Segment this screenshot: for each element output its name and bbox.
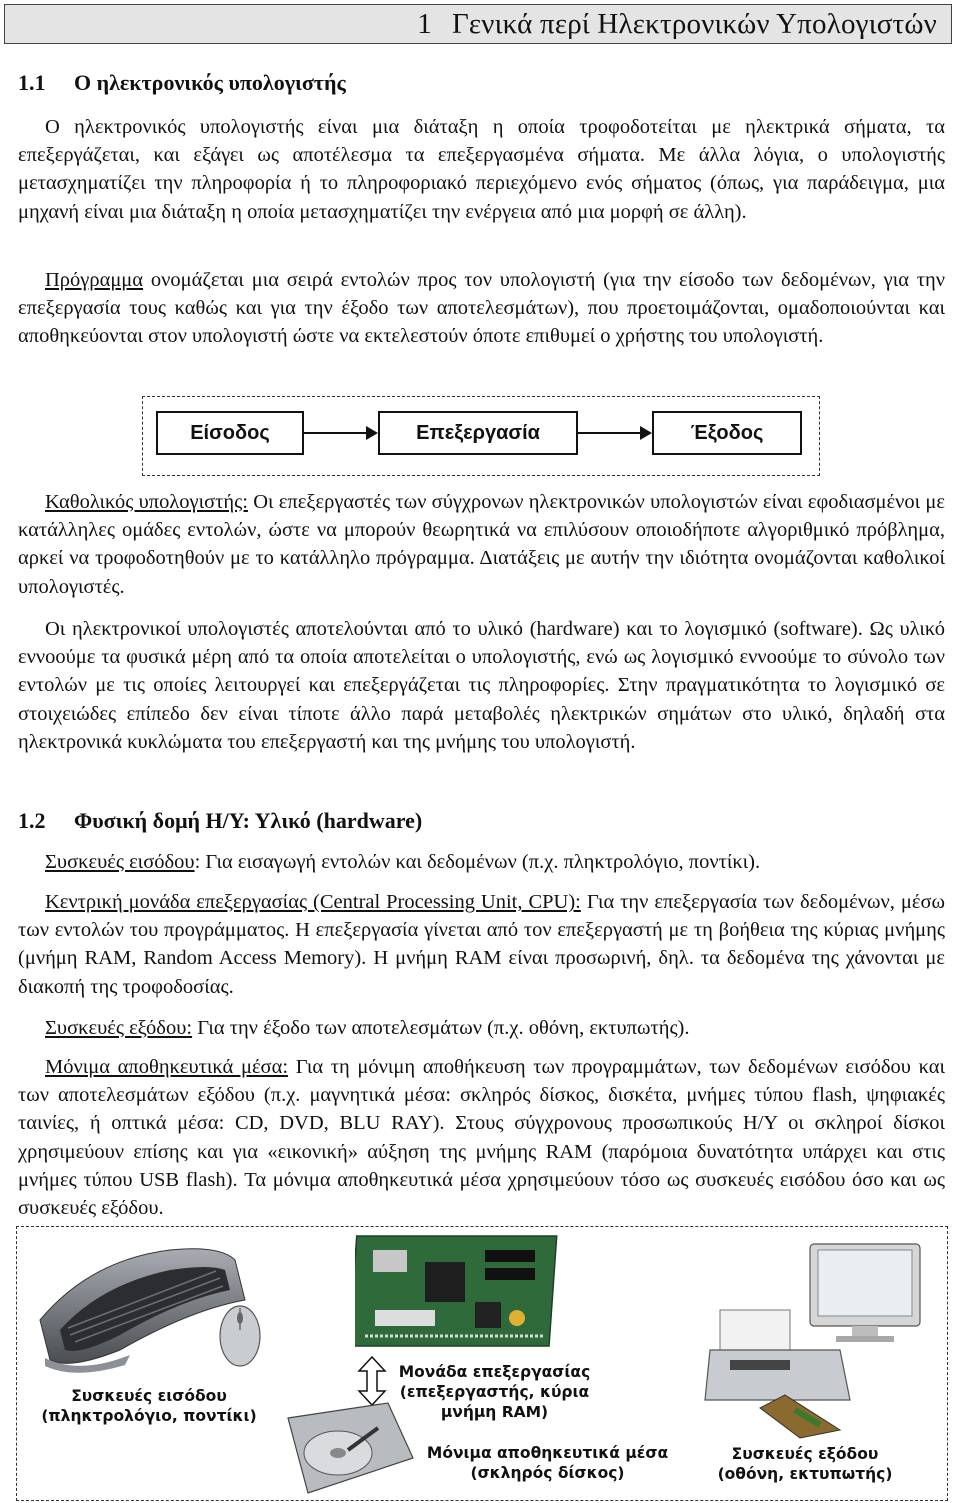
paragraph-hardware-software: Οι ηλεκτρονικοί υπολογιστές αποτελούνται από το υλικό (hardware) και το λογισμικό (software). Ως υλικό εννοούμε τα φυσικά μέρη από τα οποία αποτελείται ο υπολογιστής, ενώ ως λογισμικό εννοούμε το σύνολο των εντολών με τις οποίες λειτουργεί και επεξεργάζεται τις πληροφορίες. Στην πραγματικότητα το λογισμικό σε στοιχειώδες επίπεδο δεν είναι τίποτε άλλο παρά μεταβολές ηλεκτρικών σημάτων στο υλικό, δηλαδή στα ηλεκτρονικά κυκλώματα του επεξεργαστή και της μνήμης του υπολογιστή. [18, 618, 945, 753]
caption-output-devices [700, 1444, 910, 1484]
paragraph-program [18, 266, 945, 351]
paragraph-cpu-text: Για την επεξεργασία των δεδομένων, μέσω των εντολών του προγράμματος. Η επεξεργασία γίνεται από τον επεξεργαστή με τη βοήθεια της κύριας μνήμης (μνήμη RAM, Random Access Memory). Η μνήμη RAM είναι προσωρινή, δηλ. τα δεδομένα της χάνονται με διακοπή της τροφοδοσίας. [18, 891, 945, 998]
term-universal-computer: Καθολικός υπολογιστής: [45, 491, 248, 513]
flow-box-input: Είσοδος [156, 411, 304, 455]
caption-line: Μόνιμα αποθηκευτικά μέσα [426, 1444, 669, 1462]
chapter-header [4, 4, 952, 44]
section-heading-1-2 [18, 808, 422, 834]
flow-box-output: Έξοδος [652, 411, 802, 455]
flow-box-process: Επεξεργασία [378, 411, 578, 455]
paragraph-output-text: Για την έξοδο των αποτελεσμάτων (π.χ. οθόνη, εκτυπωτής). [192, 1017, 690, 1039]
caption-line: (σκληρός δίσκος) [470, 1464, 625, 1482]
motherboard-icon [355, 1232, 560, 1350]
paragraph-universal-computer [18, 488, 945, 601]
term-input-devices: Συσκευές εισόδου [45, 851, 195, 873]
term-program: Πρόγραμμα [45, 269, 144, 291]
paragraph-input-text: : Για εισαγωγή εντολών και δεδομένων (π.χ. πληκτρολόγιο, ποντίκι). [194, 851, 761, 873]
caption-line: Συσκευές εισόδου [71, 1387, 227, 1405]
paragraph-cpu [18, 888, 945, 1001]
paragraph-input-devices [18, 848, 945, 876]
caption-cpu [387, 1362, 602, 1422]
printer-icon [700, 1300, 860, 1440]
flow-arrow-1 [304, 432, 376, 434]
chapter-number: 1 [417, 8, 432, 40]
chapter-title-text: Γενικά περί Ηλεκτρονικών Υπολογιστών [451, 8, 937, 40]
paragraph-universal-text: Οι επεξεργαστές των σύγχρονων ηλεκτρονικών υπολογιστών είναι εφοδιασμένοι με κατάλληλες ομάδες εντολών, ώστε να μπορούν θεωρητικά να επιλύσουν οποιοδήποτε αλγοριθμικό πρόβλημα, αρκεί να τροφοδοτηθούν με το κατάλληλο πρόγραμμα. Διατάξεις με αυτήν την ιδιότητα ονομάζονται καθολικοί υπολογιστές. [18, 491, 945, 598]
section-number: 1.1 [18, 70, 46, 95]
term-output-devices: Συσκευές εξόδου: [45, 1017, 193, 1039]
caption-line: Μονάδα επεξεργασίας [398, 1363, 591, 1381]
paragraph-program-text: ονομάζεται μια σειρά εντολών προς τον υπολογιστή (για την είσοδο των δεδομένων, για την επεξεργασία τους καθώς και για την έξοδο των αποτελεσμάτων), που προετοιμάζονται, ομαδοποιούνται και αποθηκεύονται στον υπολογιστή ώστε να εκτελεστούν όποτε επιθυμεί ο χρήστης του υπολογιστή. [18, 269, 945, 348]
mouse-icon [210, 1300, 270, 1370]
caption-line: (οθόνη, εκτυπωτής) [717, 1465, 893, 1483]
caption-storage [415, 1443, 680, 1483]
section-heading-1-1 [18, 70, 346, 96]
caption-line: (επεξεργαστής, κύρια [399, 1383, 590, 1401]
paragraph-computer-definition: Ο ηλεκτρονικός υπολογιστής είναι μια διάταξη η οποία τροφοδοτείται με ηλεκτρικά σήματα, τα επεξεργάζεται, και εξάγει ως αποτέλεσμα τα επεξεργασμένα σήματα. Με άλλα λόγια, ο υπολογιστής μετασχηματίζει την πληροφορία ή το πληροφοριακό περιεχόμενο ενός σήματος (όπως, για παράδειγμα, μια μηχανή είναι μια διάταξη η οποία μετασχηματίζει την ενέργεια από μια μορφή σε άλλη). [18, 116, 945, 223]
term-cpu: Κεντρική μονάδα επεξεργασίας (Central Processing Unit, CPU): [45, 891, 581, 913]
term-storage: Μόνιμα αποθηκευτικά μέσα: [45, 1056, 289, 1078]
paragraph-storage-text: Για τη μόνιμη αποθήκευση των προγραμμάτων, των δεδομένων εισόδου και των αποτελεσμάτων εξόδου (π.χ. μαγνητικά μέσα: σκληρός δίσκος, δισκέτα, μνήμες τύπου flash, ψηφιακές ταινίες, ή οπτικά μέσα: CD, DVD, BLU RAY). Στους σύγχρονους προσωπικούς Η/Υ οι σκληροί δίσκοι χρησιμεύουν επίσης και για «εικονική» αύξηση της μνήμης RAM (παρόμοια δυνατότητα υπάρχει και στις μνήμες τύπου USB flash). Τα μόνιμα αποθηκευτικά μέσα χρησιμεύουν τόσο ως συσκευές εισόδου όσο και ως συσκευές εξόδου. [18, 1056, 945, 1220]
caption-line: Συσκευές εξόδου [731, 1445, 879, 1463]
paragraph-storage [18, 1053, 945, 1222]
section-number: 1.2 [18, 808, 46, 833]
section-title: Φυσική δομή Η/Υ: Υλικό (hardware) [74, 808, 423, 833]
paragraph-output-devices [18, 1014, 945, 1042]
chapter-title [417, 7, 937, 41]
caption-line: (πληκτρολόγιο, ποντίκι) [41, 1407, 257, 1425]
flow-arrow-2 [578, 432, 650, 434]
section-title: Ο ηλεκτρονικός υπολογιστής [74, 70, 346, 95]
caption-input-devices [34, 1386, 264, 1426]
caption-line: μνήμη RAM) [440, 1403, 549, 1421]
